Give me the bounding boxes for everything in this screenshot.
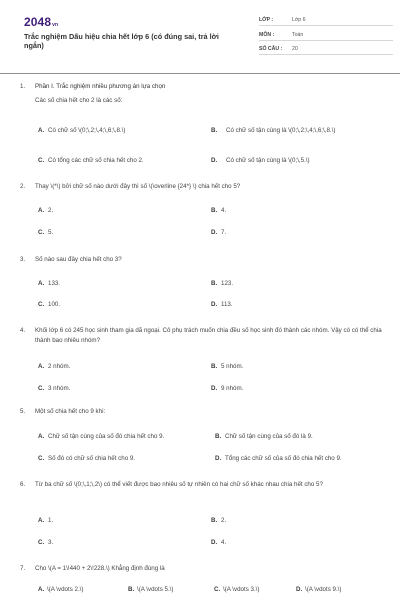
question-7 xyxy=(20,564,388,574)
option-d[interactable] xyxy=(296,585,341,594)
option-letter: C. xyxy=(38,229,45,236)
question-number: 4. xyxy=(20,327,26,334)
option-text: Tổng các chữ số của số đó chia hết cho 9. xyxy=(225,455,342,462)
option-c[interactable] xyxy=(38,228,53,237)
option-text: Có tổng các chữ số chia hết cho 2. xyxy=(48,157,144,164)
option-letter: D. xyxy=(296,586,303,593)
option-text: Có chữ số tận cùng là \(0;\,2;\,4;\,6;\,8.\) xyxy=(226,127,336,134)
document-title: Trắc nghiệm Dấu hiệu chia hết lớp 6 (có đúng sai, trả lời ngắn) xyxy=(24,32,219,50)
option-a[interactable] xyxy=(38,126,125,135)
meta-row-count xyxy=(259,44,393,55)
option-letter: B. xyxy=(128,586,135,593)
option-text: 5. xyxy=(48,229,54,236)
option-d[interactable] xyxy=(211,228,226,237)
option-text: Số đó có chữ số chia hết cho 9. xyxy=(48,455,136,462)
option-text: \(A \vdots 9.\) xyxy=(305,586,342,593)
question-number: 1. xyxy=(20,83,26,90)
option-text: \(A \vdots 2.\) xyxy=(47,586,84,593)
option-letter: C. xyxy=(38,157,45,164)
option-d[interactable] xyxy=(211,384,243,393)
option-a[interactable] xyxy=(38,585,83,594)
option-letter: B. xyxy=(215,433,222,440)
option-text: 2. xyxy=(48,207,54,214)
option-letter: B. xyxy=(211,207,218,214)
question-text: Cho \(A = 1\!440 + 2\!228.\) Khẳng định đúng là xyxy=(35,565,165,572)
option-d[interactable] xyxy=(211,156,310,165)
meta-label: SỐ CÂU : xyxy=(259,46,283,52)
option-letter: A. xyxy=(38,433,45,440)
option-letter: D. xyxy=(211,539,218,546)
option-text: \(A \vdots 3.\) xyxy=(223,586,260,593)
option-b[interactable] xyxy=(211,362,243,371)
option-letter: A. xyxy=(38,517,45,524)
option-c[interactable] xyxy=(38,300,60,309)
meta-table xyxy=(259,15,393,59)
option-letter: C. xyxy=(38,301,45,308)
option-text: \(A \vdots 5.\) xyxy=(137,586,174,593)
option-letter: D. xyxy=(211,229,218,236)
option-letter: C. xyxy=(38,539,45,546)
option-text: 2. xyxy=(221,517,227,524)
meta-row-class xyxy=(259,15,393,26)
question-2 xyxy=(20,182,388,192)
question-number: 6. xyxy=(20,481,26,488)
option-c[interactable] xyxy=(38,156,144,165)
option-b[interactable] xyxy=(211,126,381,135)
option-a[interactable] xyxy=(38,432,164,441)
option-text: 5 nhóm. xyxy=(221,363,244,370)
option-a[interactable] xyxy=(38,206,53,215)
question-text: Các số chia hết cho 2 là các số: xyxy=(35,97,123,104)
option-letter: D. xyxy=(211,157,218,164)
question-text: Từ ba chữ số \(0;\,1;\,2\) có thể viết được bao nhiêu số tự nhiên có hai chữ số khác nhau chia hết cho 5? xyxy=(35,481,323,488)
option-text: 4. xyxy=(221,207,227,214)
brand-suffix: vn xyxy=(52,22,59,28)
question-number: 2. xyxy=(20,183,26,190)
option-letter: A. xyxy=(38,207,45,214)
option-b[interactable] xyxy=(211,206,226,215)
question-4 xyxy=(20,326,388,346)
option-a[interactable] xyxy=(38,516,53,525)
option-d[interactable] xyxy=(211,300,233,309)
option-c[interactable] xyxy=(214,585,259,594)
question-6 xyxy=(20,480,388,490)
option-letter: B. xyxy=(211,127,218,134)
page-header xyxy=(14,0,390,64)
option-text: Chữ số tận cùng của số đó là 9. xyxy=(225,433,313,440)
question-text: Số nào sau đây chia hết cho 3? xyxy=(35,256,122,263)
option-text: 1. xyxy=(48,517,54,524)
meta-value: Toán xyxy=(292,31,304,38)
option-letter: C. xyxy=(38,385,45,392)
option-a[interactable] xyxy=(38,279,60,288)
option-letter: C. xyxy=(38,455,45,462)
question-1 xyxy=(20,82,388,106)
option-text: Có chữ số tận cùng là \(0;\,5.\) xyxy=(226,157,310,164)
brand-name: 2048 xyxy=(24,15,52,29)
question-number: 3. xyxy=(20,256,26,263)
option-letter: A. xyxy=(38,280,45,287)
option-text: 3 nhóm. xyxy=(48,385,71,392)
option-text: 123. xyxy=(221,280,234,287)
option-c[interactable] xyxy=(38,538,53,547)
option-letter: C. xyxy=(214,586,221,593)
option-letter: A. xyxy=(38,363,45,370)
option-letter: D. xyxy=(211,385,218,392)
part-title: Phần I. Trắc nghiệm nhiều phương án lựa chọn xyxy=(35,83,166,90)
question-text: Thay \(*\) bởi chữ số nào dưới đây thì số \(\overline {24*} \) chia hết cho 5? xyxy=(35,183,241,190)
option-d[interactable] xyxy=(215,454,342,463)
header-divider xyxy=(0,73,400,74)
option-b[interactable] xyxy=(215,432,313,441)
option-a[interactable] xyxy=(38,362,70,371)
question-text: Một số chia hết cho 9 khi: xyxy=(35,408,106,415)
option-text: 2 nhóm. xyxy=(48,363,71,370)
question-5 xyxy=(20,407,388,417)
option-text: 113. xyxy=(221,301,233,308)
meta-value: Lớp 6 xyxy=(292,17,306,23)
option-b[interactable] xyxy=(128,585,173,594)
option-d[interactable] xyxy=(211,538,226,547)
option-text: Chữ số tận cùng của số đó chia hết cho 9. xyxy=(48,433,165,440)
question-number: 5. xyxy=(20,408,26,415)
option-letter: A. xyxy=(38,586,45,593)
option-letter: D. xyxy=(211,301,218,308)
option-letter: B. xyxy=(211,517,218,524)
meta-label: MÔN : xyxy=(259,31,275,38)
option-letter: A. xyxy=(38,127,45,134)
meta-value: 20 xyxy=(292,46,298,52)
option-text: 3. xyxy=(48,539,54,546)
option-text: 7. xyxy=(221,229,227,236)
option-letter: B. xyxy=(211,280,218,287)
option-c[interactable] xyxy=(38,384,70,393)
question-3 xyxy=(20,255,388,265)
option-b[interactable] xyxy=(211,516,226,525)
question-number: 7. xyxy=(20,565,26,572)
meta-label: LỚP : xyxy=(259,17,274,23)
option-letter: B. xyxy=(211,363,218,370)
option-text: 4. xyxy=(221,539,227,546)
option-text: Có chữ số \(0;\,2;\,4;\,6;\,8.\) xyxy=(48,127,126,134)
option-text: 100. xyxy=(48,301,61,308)
option-c[interactable] xyxy=(38,454,135,463)
option-text: 9 nhóm. xyxy=(221,385,244,392)
meta-row-subject xyxy=(259,30,393,41)
question-text: Khối lớp 6 có 245 học sinh tham gia dã ngoại. Cô phụ trách muốn chia đều số học sinh đó thành các nhóm. Vậy có có thể chia thành bao nhiêu nhóm? xyxy=(35,327,382,344)
brand-logo[interactable] xyxy=(24,15,58,29)
option-text: 133. xyxy=(48,280,61,287)
option-letter: D. xyxy=(215,455,222,462)
option-b[interactable] xyxy=(211,279,233,288)
